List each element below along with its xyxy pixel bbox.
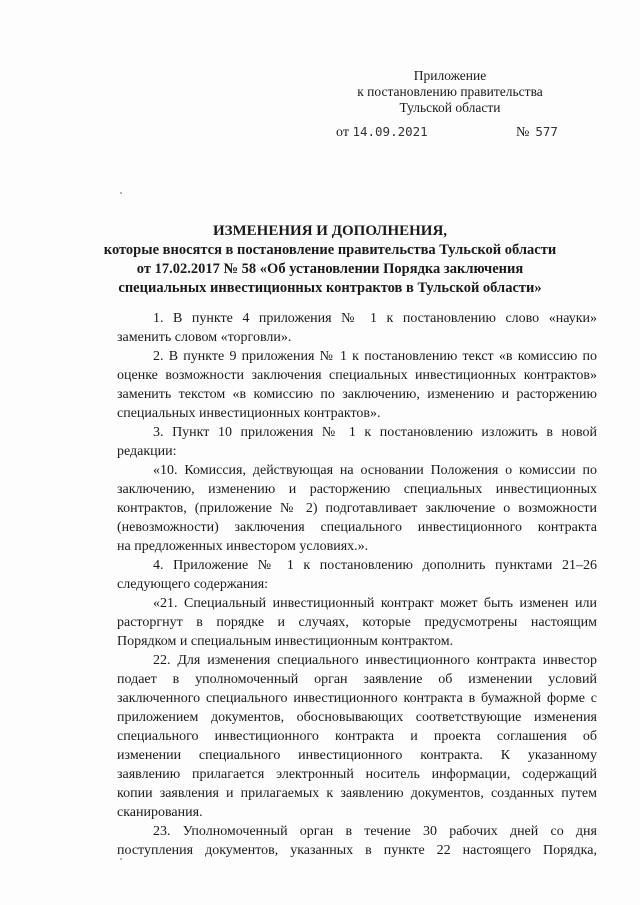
- appendix-line-2: к постановлению правительства: [357, 84, 543, 99]
- body-line: (невозможности) заключения специального инвестиционного контракта: [117, 520, 597, 535]
- body-line: 23. Уполномоченный орган в течение 30 рабочих дней со дня: [153, 824, 597, 839]
- body-line: 2. В пункте 9 приложения № 1 к постановлению текст «в комиссию по: [153, 349, 597, 364]
- body-line: специального инвестиционного контракта и проекта соглашения об: [117, 729, 597, 744]
- title-line-3: от 17.02.2017 № 58 «Об установлении Порядка заключения: [136, 261, 524, 277]
- title-line-1: ИЗМЕНЕНИЯ И ДОПОЛНЕНИЯ,: [212, 223, 448, 239]
- body-line: поступления документов, указанных в пункте 22 настоящего Порядка,: [117, 843, 597, 858]
- body-line: заключенного специального инвестиционного контракта в бумажной форме с: [117, 691, 597, 706]
- body-line: заявлению прилагается электронный носитель информации, содержащий: [117, 767, 597, 782]
- appendix-line-3: Тульской области: [399, 100, 501, 115]
- date-prefix: от: [336, 125, 349, 140]
- body-line: изменении специального инвестиционного контракта. К указанному: [117, 748, 597, 763]
- body-line: оценке возможности заключения специальных инвестиционных контрактов»: [117, 368, 597, 383]
- title-line-2: которые вносятся в постановление правительства Тульской области: [103, 242, 557, 258]
- body-line: заключению, изменению и расторжению специальных инвестиционных: [117, 482, 597, 497]
- body-line: 3. Пункт 10 приложения № 1 к постановлению изложить в новой: [153, 425, 597, 440]
- body-line: специальных инвестиционных контрактов».: [117, 406, 381, 421]
- body-line: «21. Специальный инвестиционный контракт может быть изменен или: [153, 596, 597, 611]
- body-line: заменить текстом «в комиссию по заключению, изменению и расторжению: [117, 387, 597, 402]
- body-line: «10. Комиссия, действующая на основании Положения о комиссии по: [153, 463, 597, 478]
- number-value: 577: [535, 124, 558, 139]
- decree-date: [336, 124, 428, 141]
- title-line-4: специальных инвестиционных контрактов в Тульской области»: [118, 280, 542, 296]
- body-line: расторгнут в порядке и случаях, которые предусмотрены настоящим: [117, 615, 597, 630]
- body-line: редакции:: [117, 444, 177, 459]
- scan-speck: [120, 858, 122, 860]
- body-line: подает в уполномоченный орган заявление об изменении условий: [117, 672, 597, 687]
- body-line: заменить словом «торговли».: [117, 330, 292, 345]
- appendix-line-1: Приложение: [413, 68, 487, 83]
- body-line: 4. Приложение № 1 к постановлению дополнить пунктами 21–26: [153, 558, 597, 573]
- appendix-header: [340, 68, 560, 116]
- date-value: 14.09.2021: [352, 124, 428, 139]
- document-body: [117, 309, 597, 860]
- body-line: Порядком и специальным инвестиционным контрактом.: [117, 634, 454, 649]
- decree-number: [516, 124, 558, 141]
- document-title: [100, 222, 560, 298]
- body-line: копии заявления и прилагаемых к заявлению документов, созданных путем: [117, 786, 597, 801]
- body-line: приложением документов, обосновывающих соответствующие изменения: [117, 710, 597, 725]
- body-line: 1. В пункте 4 приложения № 1 к постановлению слово «науки»: [153, 311, 597, 326]
- body-line: контрактов, (приложение № 2) подготавливает заключение о возможности: [117, 501, 597, 516]
- body-line: сканирования.: [117, 805, 203, 820]
- scan-speck: [120, 192, 122, 194]
- number-prefix: №: [516, 125, 530, 140]
- body-line: 22. Для изменения специального инвестиционного контракта инвестор: [153, 653, 597, 668]
- body-line: следующего содержания:: [117, 577, 269, 592]
- body-line: на предложенных инвестором условиях.».: [117, 539, 369, 554]
